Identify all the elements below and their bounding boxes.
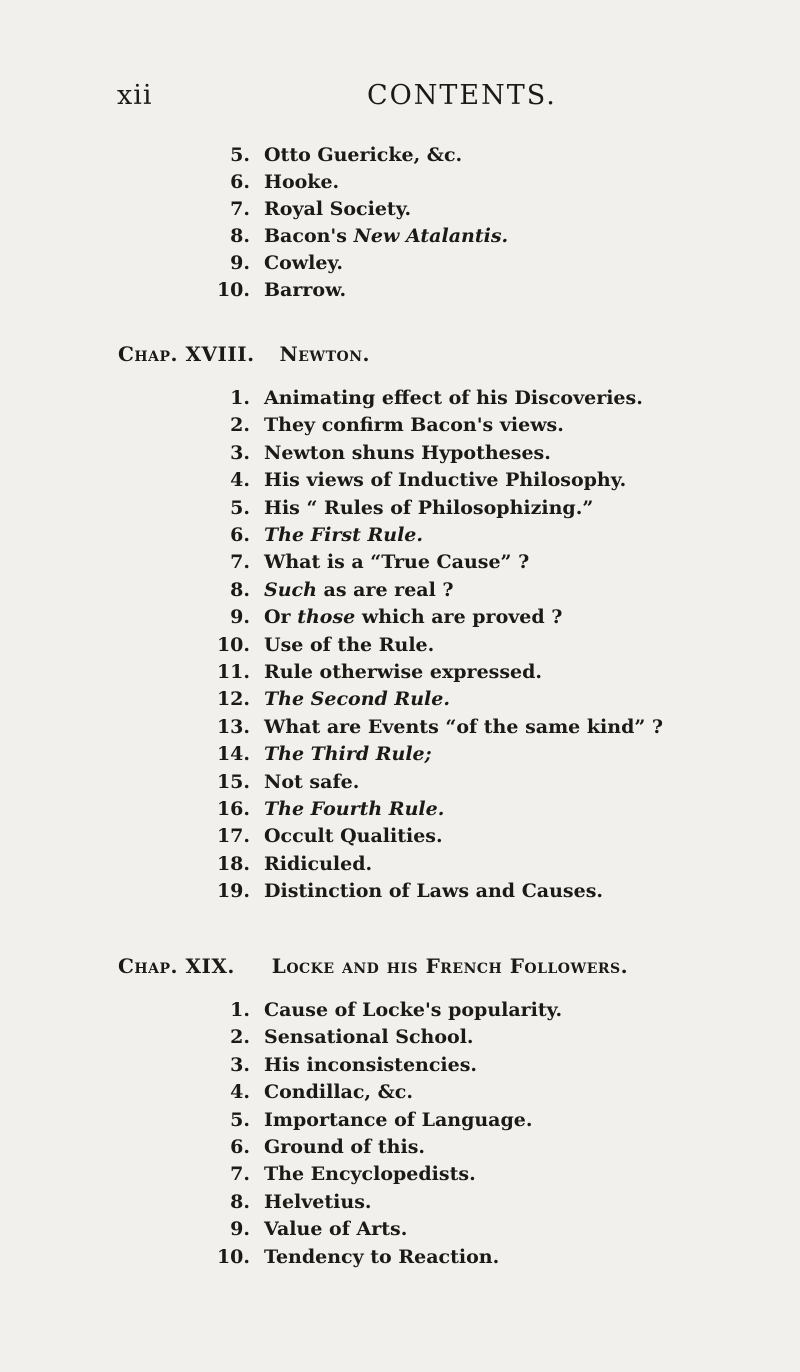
chapter-title: Locke and his French Followers. bbox=[271, 954, 629, 978]
item-number: 9. bbox=[230, 606, 250, 629]
item-number: 14. bbox=[216, 743, 250, 766]
chapter-title: Newton. bbox=[279, 342, 371, 366]
item-text: His “ Rules of Philosophizing.” bbox=[264, 496, 594, 519]
item-number: 8. bbox=[230, 578, 250, 601]
item-text: Animating effect of his Discoveries. bbox=[264, 387, 643, 409]
item-number: 15. bbox=[216, 770, 250, 793]
item-text: They confirm Bacon's views. bbox=[264, 414, 564, 437]
item-text: Rule otherwise expressed. bbox=[264, 661, 543, 683]
item-text: Sensational School. bbox=[264, 1026, 474, 1049]
item-number: 9. bbox=[230, 1218, 250, 1241]
item-number: 7. bbox=[230, 551, 250, 574]
item-text: Ridiculed. bbox=[264, 852, 373, 875]
item-number: 2. bbox=[230, 1026, 250, 1049]
chapter-label: Chap. XIX. bbox=[118, 954, 235, 978]
item-number: 4. bbox=[230, 469, 250, 492]
page-header bbox=[117, 80, 677, 120]
item-text: The First Rule. bbox=[264, 524, 423, 546]
item-text: Such as are real ? bbox=[264, 578, 454, 601]
item-text: What are Events “of the same kind” ? bbox=[264, 715, 664, 738]
item-number: 11. bbox=[216, 661, 250, 683]
item-number: 6. bbox=[230, 524, 250, 546]
item-number: 1. bbox=[230, 999, 250, 1021]
item-text: The Encyclopedists. bbox=[264, 1163, 476, 1186]
item-number: 1. bbox=[230, 387, 250, 409]
item-number: 18. bbox=[216, 852, 250, 875]
item-number: 13. bbox=[216, 715, 250, 738]
item-number: 10. bbox=[216, 1245, 250, 1268]
item-number: 10. bbox=[216, 633, 250, 656]
item-text: Or those which are proved ? bbox=[264, 606, 563, 629]
item-number: 2. bbox=[230, 414, 250, 437]
book-page: xii CONTENTS. 5. Otto Guericke, &c. 6. Hooke. 7. Royal Society. 8. Bacon's New Atalantis. 9. Cowley. 10. Barrow. Chap. XVIII. Newton. 1. Animating effect of his Discoveries. 2. They confirm Bacon's views. 3. Newton shuns Hypotheses. 4. His views of Inductive Philosophy. 5. His “ Rules of Philosophizing.” 6. The First Rule. 7. What is a “True Cause” ? 8. Such as are real ? 9. Or those which are proved ? 10. Use of the Rule. 11. Rule otherwise expressed. 12. The Second Rule. 13. What are Events “of the same kind” ? 14. The Third Rule; 15. Not safe. 16. The Fourth Rule. 17. Occult Qualities. 18. Ridiculed. 19. Distinction of Laws and Causes. Chap. XIX. Locke and his French Followers. 1. Cause of Locke's popularity. 2. Sensational School. 3. His inconsistencies. 4. Condillac, &c. 5. Importance of Language. 6. Ground of this. 7. The Encyclopedists. 8. Helvetius. 9. Value of Arts. 10. Tendency to Reaction. bbox=[0, 0, 800, 1372]
item-text: Cause of Locke's popularity. bbox=[264, 999, 563, 1021]
item-text: The Third Rule; bbox=[264, 743, 432, 766]
item-number: 12. bbox=[216, 688, 250, 711]
item-text: Ground of this. bbox=[264, 1136, 426, 1158]
item-text: Importance of Language. bbox=[264, 1108, 533, 1131]
item-text: The Second Rule. bbox=[264, 688, 450, 711]
chapter-heading bbox=[118, 338, 370, 370]
item-number: 16. bbox=[216, 798, 250, 820]
item-number: 6. bbox=[230, 1136, 250, 1158]
running-title: CONTENTS. bbox=[367, 80, 557, 111]
item-number: 19. bbox=[216, 880, 250, 903]
item-text: His inconsistencies. bbox=[264, 1053, 478, 1076]
item-number: 8. bbox=[230, 1190, 250, 1213]
page-number: xii bbox=[117, 80, 153, 111]
item-text: Distinction of Laws and Causes. bbox=[264, 880, 604, 903]
chapter-label: Chap. XVIII. bbox=[118, 342, 255, 366]
item-number: 4. bbox=[230, 1081, 250, 1104]
item-text: Not safe. bbox=[264, 770, 360, 793]
item-number: 3. bbox=[230, 1053, 250, 1076]
item-text: Condillac, &c. bbox=[264, 1081, 413, 1104]
item-text: Newton shuns Hypotheses. bbox=[264, 441, 551, 464]
item-text: The Fourth Rule. bbox=[264, 798, 445, 820]
item-number: 5. bbox=[230, 1108, 250, 1131]
item-text: Value of Arts. bbox=[264, 1218, 408, 1241]
item-text: What is a “True Cause” ? bbox=[264, 551, 530, 574]
item-text: His views of Inductive Philosophy. bbox=[264, 469, 627, 492]
item-number: 5. bbox=[230, 496, 250, 519]
item-text: Use of the Rule. bbox=[264, 633, 435, 656]
item-text: Helvetius. bbox=[264, 1190, 372, 1213]
chapter-heading bbox=[118, 950, 628, 982]
item-number: 3. bbox=[230, 441, 250, 464]
item-number: 7. bbox=[230, 1163, 250, 1186]
item-text: Occult Qualities. bbox=[264, 825, 443, 848]
item-number: 17. bbox=[216, 825, 250, 848]
item-text: Tendency to Reaction. bbox=[264, 1245, 500, 1268]
